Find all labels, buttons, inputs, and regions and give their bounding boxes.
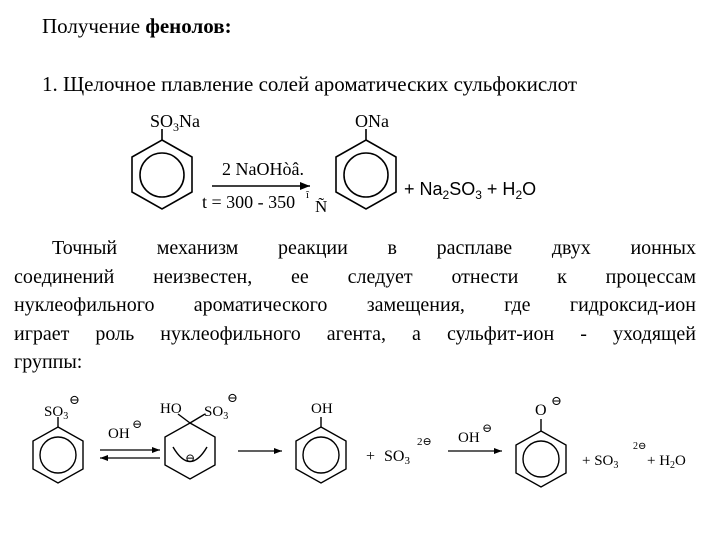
- m4-o-label: O: [535, 402, 547, 419]
- byproducts-label: + $Na_2SO_3 + H_2O$: [404, 179, 537, 202]
- condition-label: t = 300 - 350: [202, 192, 296, 212]
- m2-ho-label: HO: [160, 401, 182, 417]
- title-bold: фенолов:: [145, 14, 232, 38]
- reagent-label: 2 NaOHòâ.: [222, 159, 304, 179]
- m-tail-charge: 2⊖: [633, 441, 647, 452]
- m-sulfite-charge: 2⊖: [417, 436, 432, 448]
- m4-charge: ⊖: [551, 393, 562, 408]
- m-reagent2-charge: ⊖: [482, 421, 493, 435]
- paragraph-line: группы:: [14, 351, 83, 373]
- m2-so3-charge: ⊖: [227, 390, 238, 405]
- paragraph-line: соединений неизвестен, ее следует отнести к процессам: [14, 265, 696, 288]
- mechanism-arrowhead-3: [494, 448, 502, 454]
- product-benzene-ring: [336, 129, 396, 209]
- condition-degree: î: [306, 189, 310, 201]
- reactant-sulfonate-label: $SO_3Na$: [150, 111, 201, 134]
- m-reagent2-oh: OH: [458, 430, 480, 446]
- m-tail-sulfite: + $SO_3$: [582, 453, 619, 471]
- product-group-label: ONa: [355, 111, 389, 131]
- m3-oh-label: OH: [311, 401, 333, 417]
- section-heading: 1. Щелочное плавление солей ароматических сульфокислот: [42, 72, 578, 96]
- title-prefix: Получение: [42, 14, 146, 38]
- condition-unit: Ñ: [315, 197, 328, 216]
- mechanism-description: [14, 234, 696, 377]
- m-reagent-oh: OH: [108, 426, 130, 442]
- paragraph-line: нуклеофильного ароматического замещения, где гидроксид-ион: [14, 294, 696, 316]
- mechanism-ring-4: [516, 419, 566, 487]
- equilibrium-forward-head: [152, 447, 160, 453]
- paragraph-line: Точный механизм реакции в расплаве двух ионных: [52, 237, 696, 259]
- m-plus: +: [366, 448, 376, 465]
- m-tail-water: + $H_2O$: [647, 453, 686, 471]
- m2-ring-charge: ⊖: [184, 451, 196, 465]
- mechanism-arrowhead-2: [274, 448, 282, 454]
- m-sulfite-label: SO3: [384, 448, 410, 467]
- mechanism-ring-1: [33, 417, 83, 483]
- mechanism-ring-3: [296, 417, 346, 483]
- m1-charge: ⊖: [69, 392, 80, 407]
- paragraph-line: играет роль нуклеофильного агента, а сульфит-ион - уходящей: [14, 322, 696, 345]
- mechanism-ring-2: [165, 414, 215, 479]
- m2-so3-label: $SO_3$: [204, 404, 229, 422]
- m1-sulfonate-label: $SO_3$: [44, 404, 69, 422]
- equilibrium-back-head: [100, 455, 108, 461]
- m-reagent-charge: ⊖: [132, 417, 143, 431]
- reactant-benzene-ring: [132, 129, 192, 209]
